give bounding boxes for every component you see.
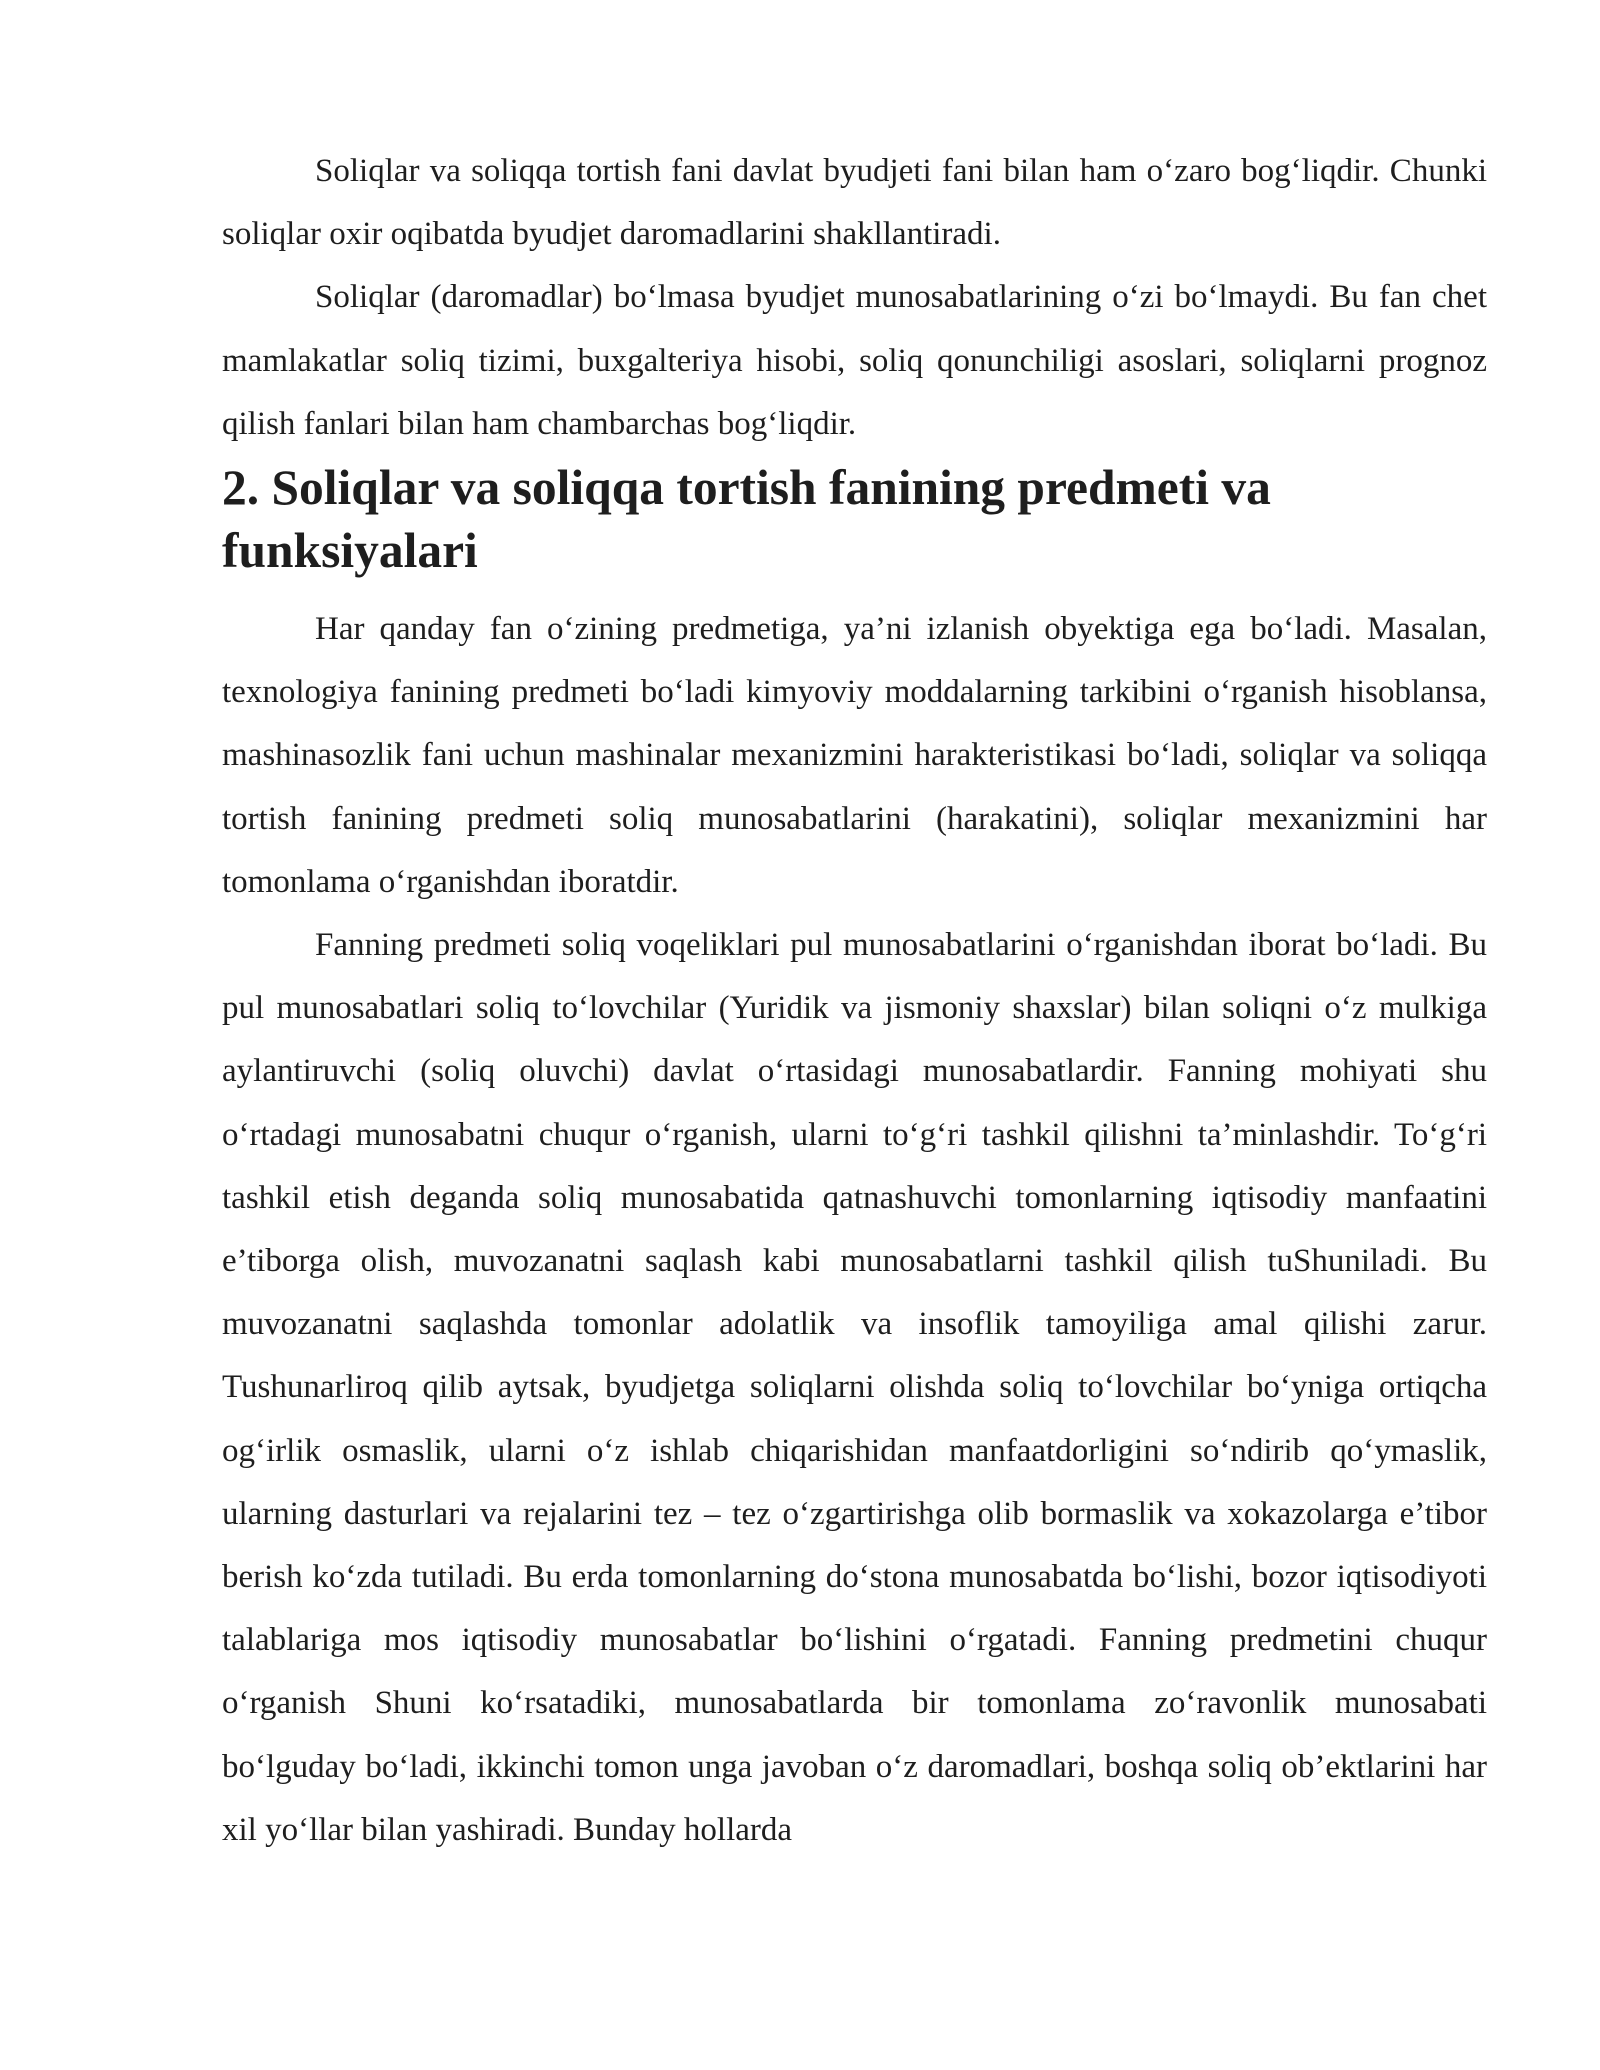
section-heading: 2. Soliqlar va soliqqa tortish fanining predmeti va funksiyalari: [222, 460, 1271, 579]
paragraph-subject-of-science: Har qanday fan o‘zining predmetiga, ya’ni izlanish obyektiga ega bo‘ladi. Masalan, texnologiya fanining predmeti bo‘ladi kimyoviy moddalarning tarkibini o‘rganish hisoblansa, mashinasozlik fani uchun mashinalar mexanizmini harakteristikasi bo‘ladi, soliqlar va soliqqa tortish fanining predmeti soliq munosabatlarini (harakatini), soliqlar mexanizmini har tomonlama o‘rganishdan iboratdir.: [222, 611, 1487, 900]
paragraph-related-disciplines: Soliqlar (daromadlar) bo‘lmasa byudjet munosabatlarining o‘zi bo‘lmaydi. Bu fan chet mamlakatlar soliq tizimi, buxgalteriya hisobi, soliq qonunchiligi asoslari, soliqlarni prognoz qilish fanlari bilan ham chambarchas bog‘liqdir.: [222, 279, 1487, 442]
document-body: [222, 140, 1487, 1862]
paragraph-budget-relation: Soliqlar va soliqqa tortish fani davlat byudjeti fani bilan ham o‘zaro bog‘liqdir. Chunki soliqlar oxir oqibatda byudjet daromadlarini shakllantiradi.: [222, 153, 1487, 253]
paragraph-subject-essence: Fanning predmeti soliq voqeliklari pul munosabatlarini o‘rganishdan iborat bo‘ladi. Bu pul munosabatlari soliq to‘lovchilar (Yuridik va jismoniy shaxslar) bilan soliqni o‘z mulkiga aylantiruvchi (soliq oluvchi) davlat o‘rtasidagi munosabatlardir. Fanning mohiyati shu o‘rtadagi munosabatni chuqur o‘rganish, ularni to‘g‘ri tashkil qilishni ta’minlashdir. To‘g‘ri tashkil etish deganda soliq munosabatida qatnashuvchi tomonlarning iqtisodiy manfaatini e’tiborga olish, muvozanatni saqlash kabi munosabatlarni tashkil qilish tuShuniladi. Bu muvozanatni saqlashda tomonlar adolatlik va insoflik tamoyiliga amal qilishi zarur. Tushunarliroq qilib aytsak, byudjetga soliqlarni olishda soliq to‘lovchilar bo‘yniga ortiqcha og‘irlik osmaslik, ularni o‘z ishlab chiqarishidan manfaatdorligini so‘ndirib qo‘ymaslik, ularning dasturlari va rejalarini tez – tez o‘zgartirishga olib bormaslik va xokazolarga e’tibor berish ko‘zda tutiladi. Bu erda tomonlarning do‘stona munosabatda bo‘lishi, bozor iqtisodiyoti talablariga mos iqtisodiy munosabatlar bo‘lishini o‘rgatadi. Fanning predmetini chuqur o‘rganish Shuni ko‘rsatadiki, munosabatlarda bir tomonlama zo‘ravonlik munosabati bo‘lguday bo‘ladi, ikkinchi tomon unga javoban o‘z daromadlari, boshqa soliq ob’ektlarini har xil yo‘llar bilan yashiradi. Bunday hollarda: [222, 927, 1487, 1848]
